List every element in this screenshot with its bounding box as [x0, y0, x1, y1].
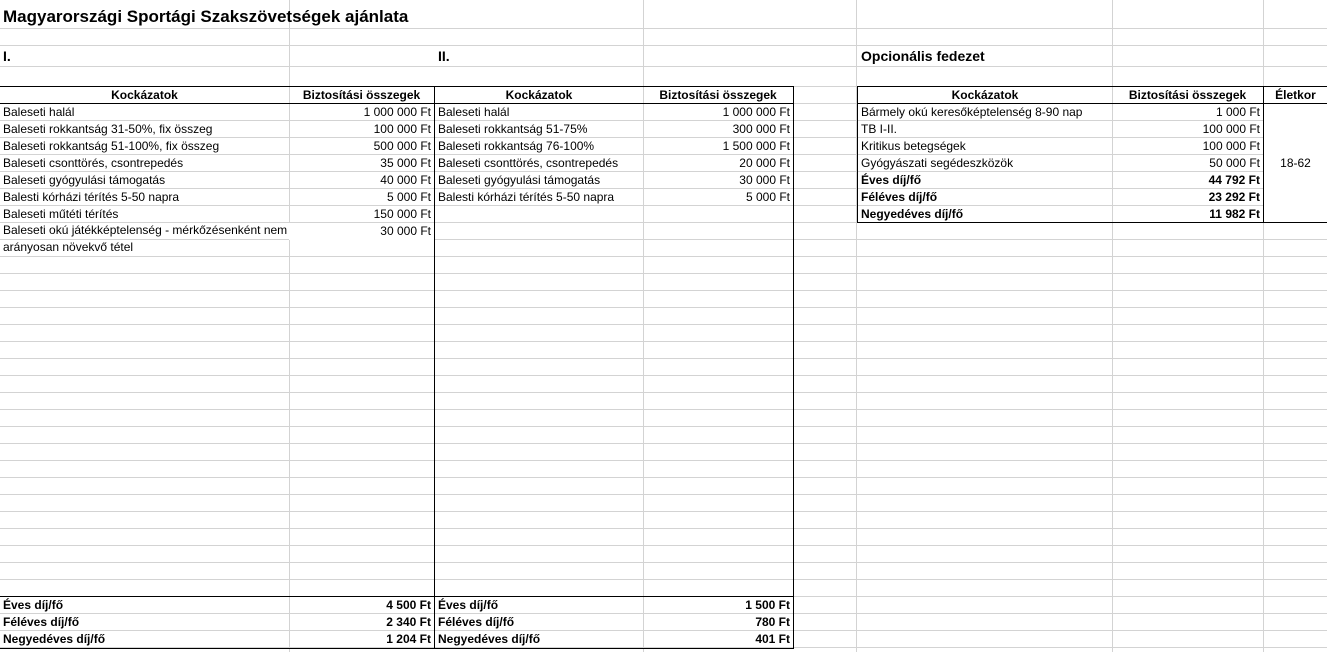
section-1-risk: Baleseti műtéti térítés [3, 207, 119, 221]
section-1-total-label: Éves díj/fő [3, 598, 64, 612]
optional-total-value: 44 792 Ft [1208, 173, 1260, 187]
section-1-risk: Baleseti rokkantság 31-50%, fix összeg [3, 122, 213, 136]
section-2-header-amount: Biztosítási összegek [659, 88, 777, 102]
section-1-amount: 5 000 Ft [386, 190, 431, 204]
section-2-label: II. [438, 48, 450, 64]
optional-amount: 50 000 Ft [1209, 156, 1260, 170]
section-2-total-value: 401 Ft [755, 632, 790, 646]
section-1-header-amount: Biztosítási összegek [302, 88, 421, 102]
section-2-amount: 1 500 000 Ft [722, 139, 790, 153]
border-line [0, 648, 794, 649]
optional-amount: 1 000 Ft [1215, 105, 1260, 119]
section-2-risk: Balesti kórházi térítés 5-50 napra [438, 190, 615, 204]
section-2-amount: 300 000 Ft [732, 122, 790, 136]
optional-total-value: 11 982 Ft [1209, 207, 1260, 221]
section-2-amount: 1 000 000 Ft [722, 105, 790, 119]
optional-risk: Gyógyászati segédeszközök [861, 156, 1014, 170]
optional-total-label: Éves díj/fő [861, 173, 922, 187]
section-1-risk: Baleseti rokkantság 51-100%, fix összeg [3, 139, 220, 153]
section-2-total-label: Éves díj/fő [438, 598, 499, 612]
section-2-amount: 30 000 Ft [739, 173, 790, 187]
optional-header-risk: Kockázatok [951, 88, 1019, 102]
optional-total-value: 23 292 Ft [1208, 190, 1260, 204]
section-1-risk: Baleseti csonttörés, csontrepedés [3, 156, 184, 170]
section-2-amount: 5 000 Ft [745, 190, 790, 204]
optional-header-age: Életkor [1275, 88, 1316, 102]
section-1-header-risk: Kockázatok [111, 88, 178, 102]
section-2-risk: Baleseti rokkantság 51-75% [438, 122, 588, 136]
section-1-risk: Balesti kórházi térítés 5-50 napra [3, 190, 180, 204]
optional-total-label: Negyedéves díj/fő [861, 207, 964, 221]
section-1-amount: 500 000 Ft [373, 139, 431, 153]
section-1-risk: Baleseti okú játékképtelenség - mérkőzésenként nem arányosan növekvő tétel [3, 223, 288, 254]
section-1-amount: 40 000 Ft [380, 173, 431, 187]
section-1-amount: 30 000 Ft [289, 223, 434, 240]
section-2-header-risk: Kockázatok [505, 88, 573, 102]
section-1-amount: 150 000 Ft [373, 207, 431, 221]
optional-risk: Kritikus betegségek [861, 139, 966, 153]
section-1-total-value: 1 204 Ft [386, 632, 431, 646]
optional-amount: 100 000 Ft [1202, 122, 1260, 136]
section-2-risk: Baleseti gyógyulási támogatás [438, 173, 601, 187]
section-1-amount: 35 000 Ft [380, 156, 431, 170]
section-2-total-label: Negyedéves díj/fő [438, 632, 541, 646]
section-1-total-label: Negyedéves díj/fő [3, 632, 106, 646]
section-2-risk: Baleseti rokkantság 76-100% [438, 139, 595, 153]
optional-amount: 100 000 Ft [1202, 139, 1260, 153]
optional-age-value: 18-62 [1264, 104, 1327, 222]
section-2-total-value: 780 Ft [755, 615, 790, 629]
section-1-risk: Baleseti gyógyulási támogatás [3, 173, 166, 187]
section-1-amount: 100 000 Ft [373, 122, 431, 136]
optional-section-label: Opcionális fedezet [861, 48, 985, 64]
optional-risk: TB I-II. [861, 122, 897, 136]
section-2-risk: Baleseti csonttörés, csontrepedés [438, 156, 619, 170]
border-line [793, 86, 794, 649]
section-1-amount: 1 000 000 Ft [363, 105, 431, 119]
section-2-risk: Baleseti halál [438, 105, 510, 119]
section-1-total-value: 2 340 Ft [386, 615, 431, 629]
optional-risk: Bármely okú keresőképtelenség 8-90 nap [861, 105, 1083, 119]
section-1-label: I. [3, 48, 11, 64]
section-1-risk: Baleseti halál [3, 105, 75, 119]
page-title: Magyarországi Sportági Szakszövetségek ajánlata [3, 7, 409, 26]
section-2-amount: 20 000 Ft [739, 156, 790, 170]
section-1-total-value: 4 500 Ft [386, 598, 431, 612]
section-2-total-label: Féléves díj/fő [438, 615, 515, 629]
section-1-total-label: Féléves díj/fő [3, 615, 80, 629]
optional-header-amount: Biztosítási összegek [1128, 88, 1247, 102]
optional-total-label: Féléves díj/fő [861, 190, 938, 204]
section-2-total-value: 1 500 Ft [745, 598, 790, 612]
